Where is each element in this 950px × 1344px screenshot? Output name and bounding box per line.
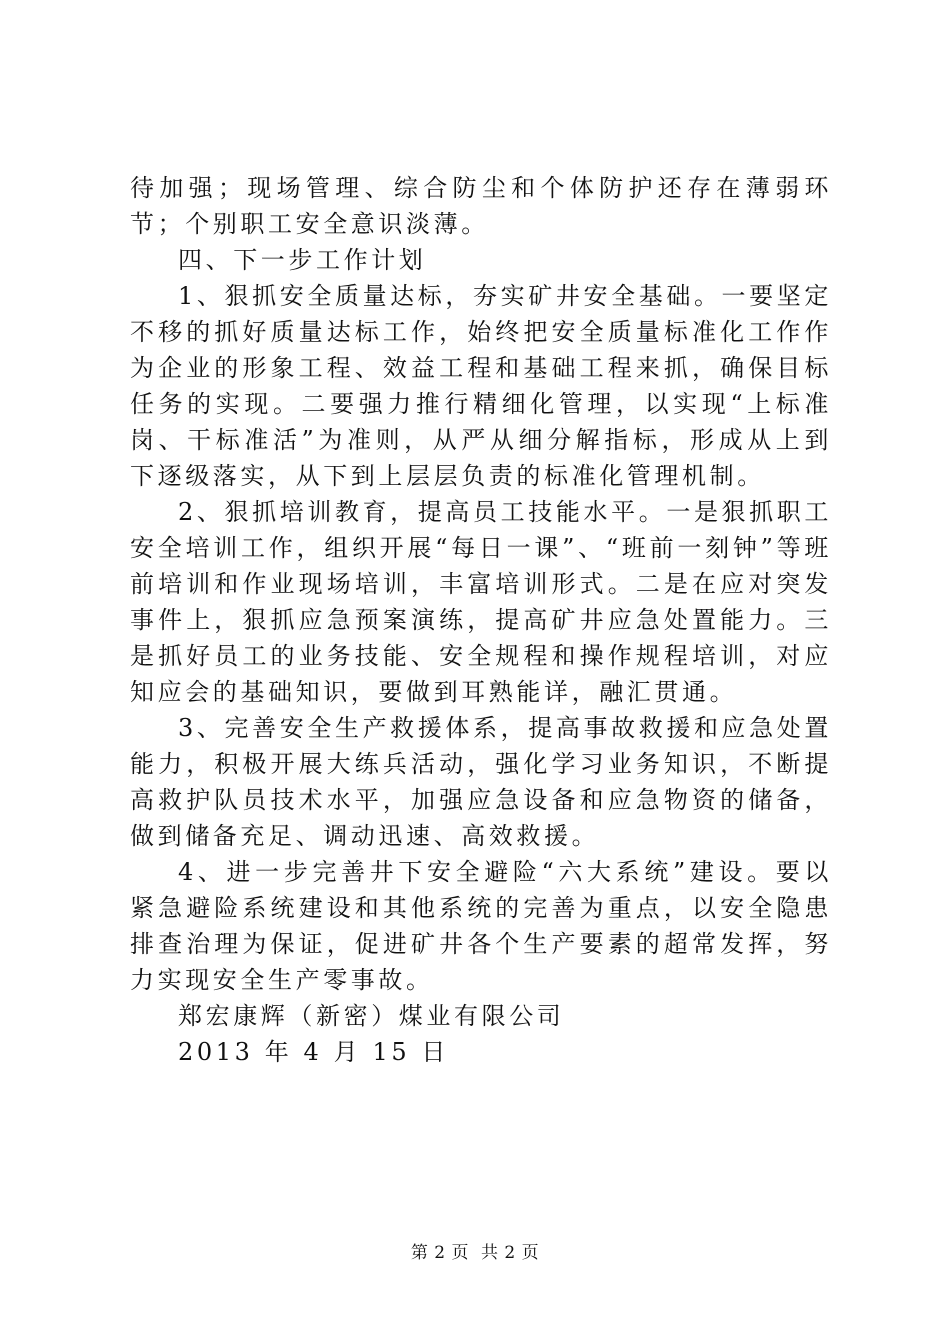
- page-number-current: 第 2 页: [410, 1243, 469, 1263]
- signature-date: 2013 年 4 月 15 日: [178, 1038, 450, 1066]
- page-number-total: 共 2 页: [481, 1243, 540, 1263]
- signature-company: 郑宏康辉（新密）煤业有限公司: [178, 1002, 565, 1030]
- paragraph-item-4: 4、进一步完善井下安全避险“六大系统”建设。要以紧急避险系统建设和其他系统的完善为重点，以安全隐患排查治理为保证，促进矿井各个生产要素的超常发挥，努力实现安全生产零事故。: [130, 858, 832, 994]
- page-footer: [0, 1241, 950, 1265]
- paragraph-item-1: 1、狠抓安全质量达标，夯实矿井安全基础。一要坚定不移的抓好质量达标工作，始终把安全质量标准化工作作为企业的形象工程、效益工程和基础工程来抓，确保目标任务的实现。二要强力推行精细化管理，以实现“上标准岗、干标准活”为准则，从严从细分解指标，形成从上到下逐级落实，从下到上层层负责的标准化管理机制。: [130, 282, 832, 490]
- paragraph-continuation: 待加强；现场管理、综合防尘和个体防护还存在薄弱环节；个别职工安全意识淡薄。: [130, 174, 832, 238]
- section-heading: 四、下一步工作计划: [178, 246, 427, 274]
- document-body: [130, 170, 832, 1070]
- paragraph-item-3: 3、完善安全生产救援体系，提高事故救援和应急处置能力，积极开展大练兵活动，强化学习业务知识，不断提高救护队员技术水平，加强应急设备和应急物资的储备，做到储备充足、调动迅速、高效救援。: [130, 714, 832, 850]
- paragraph-item-2: 2、狠抓培训教育，提高员工技能水平。一是狠抓职工安全培训工作，组织开展“每日一课”、“班前一刻钟”等班前培训和作业现场培训，丰富培训形式。二是在应对突发事件上，狠抓应急预案演练，提高矿井应急处置能力。三是抓好员工的业务技能、安全规程和操作规程培训，对应知应会的基础知识，要做到耳熟能详，融汇贯通。: [130, 498, 832, 706]
